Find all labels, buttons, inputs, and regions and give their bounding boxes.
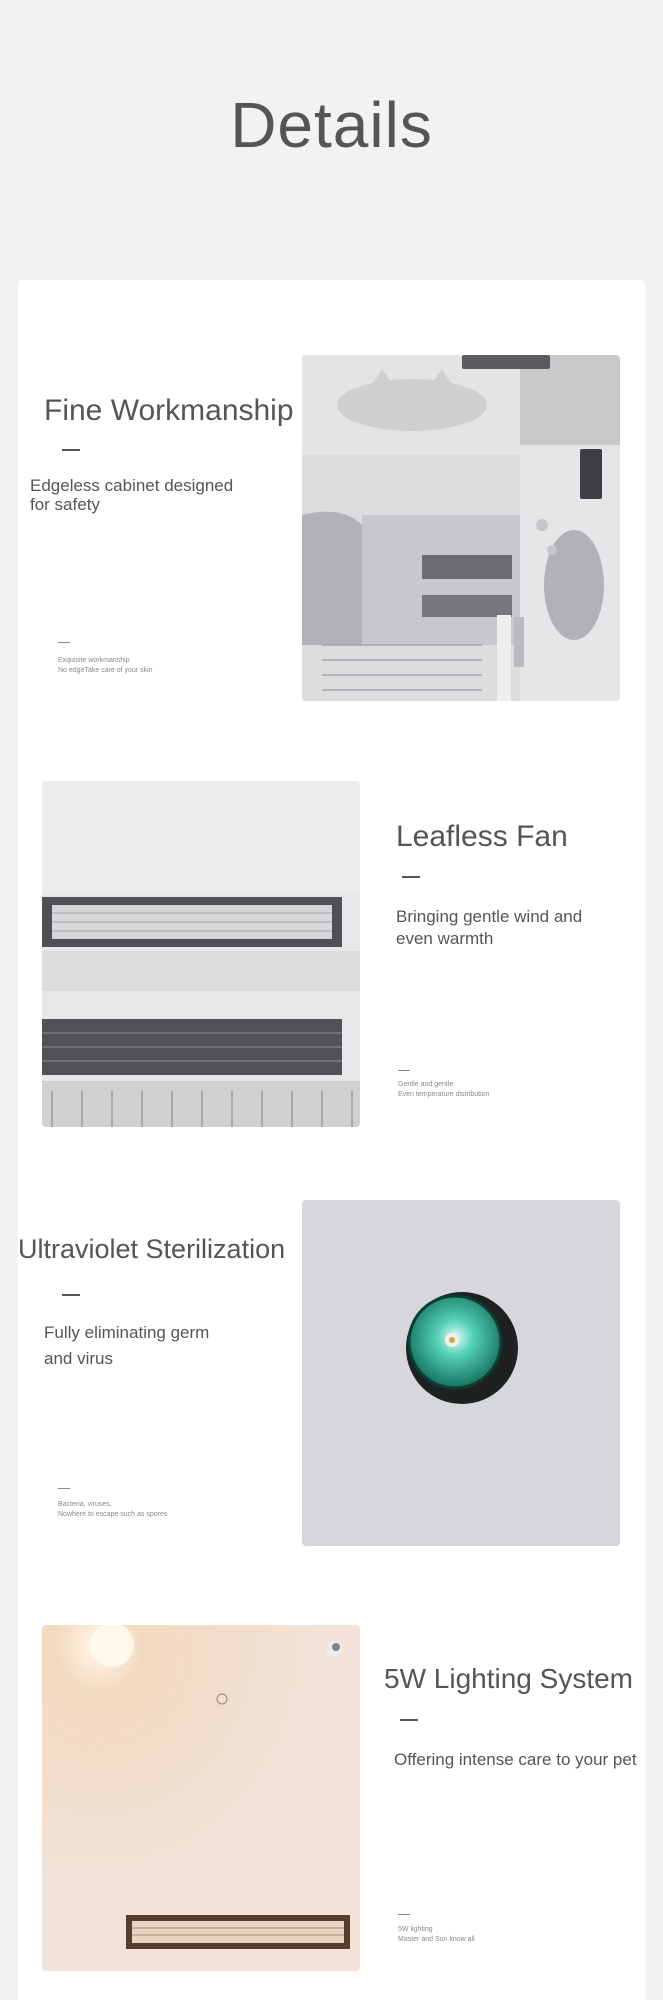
subtitle-line: Bringing gentle wind and xyxy=(396,907,583,926)
section-subtitle xyxy=(44,1320,284,1372)
lighting-photo-icon xyxy=(42,1625,360,1971)
lighting-photo xyxy=(42,1625,360,1971)
section-heading: Fine Workmanship xyxy=(44,394,294,427)
section-heading: Ultraviolet Sterilization xyxy=(18,1234,286,1264)
heading-divider xyxy=(62,449,80,451)
caption-line: Bacteria, viruses, xyxy=(58,1501,112,1508)
caption-divider xyxy=(58,642,70,643)
heading-divider xyxy=(400,1719,418,1721)
section-subtitle xyxy=(394,1749,644,1771)
cabinet-photo xyxy=(302,355,620,701)
subtitle-line: Offering intense care to your pet xyxy=(394,1750,637,1769)
subtitle-line: Fully eliminating germ xyxy=(44,1323,210,1342)
subtitle-line: even warmth xyxy=(396,929,494,948)
section-leafless-fan xyxy=(18,780,645,1140)
caption-line: Exquisite workmanship xyxy=(58,657,130,664)
caption-line: Nowhere to escape such as spores xyxy=(58,1511,168,1518)
cabinet-photo-icon xyxy=(302,355,620,701)
section-subtitle xyxy=(30,476,270,514)
page-title: Details xyxy=(230,89,433,161)
section-caption xyxy=(58,1500,167,1520)
caption-line: Gentle and gentle xyxy=(398,1081,454,1088)
content-card xyxy=(18,280,645,2000)
section-caption xyxy=(398,1925,475,1945)
fan-grille-photo-icon xyxy=(42,781,360,1127)
subtitle-line: for safety xyxy=(30,495,100,514)
section-caption xyxy=(398,1080,489,1100)
section-subtitle xyxy=(396,906,636,950)
caption-line: No edgeTake care of your skin xyxy=(58,667,153,674)
caption-divider xyxy=(398,1070,410,1071)
section-lighting-system xyxy=(18,1625,645,1985)
heading-divider xyxy=(62,1294,80,1296)
caption-divider xyxy=(58,1488,70,1489)
fan-grille-photo xyxy=(42,781,360,1127)
uv-lamp-photo xyxy=(302,1200,620,1546)
caption-line: 5W lighting xyxy=(398,1926,433,1933)
caption-line: Master and Son know all xyxy=(398,1936,475,1943)
section-ultraviolet-sterilization xyxy=(18,1200,645,1560)
section-heading: 5W Lighting System xyxy=(384,1663,633,1694)
subtitle-line: and virus xyxy=(44,1349,113,1368)
section-caption xyxy=(58,656,153,676)
caption-divider xyxy=(398,1914,410,1915)
subtitle-line: Edgeless cabinet designed xyxy=(30,476,234,495)
section-fine-workmanship xyxy=(18,350,645,710)
uv-lamp-photo-icon xyxy=(302,1200,620,1546)
heading-divider xyxy=(402,876,420,878)
section-heading: Leafless Fan xyxy=(396,820,568,853)
caption-line: Even temperature distribution xyxy=(398,1091,490,1098)
